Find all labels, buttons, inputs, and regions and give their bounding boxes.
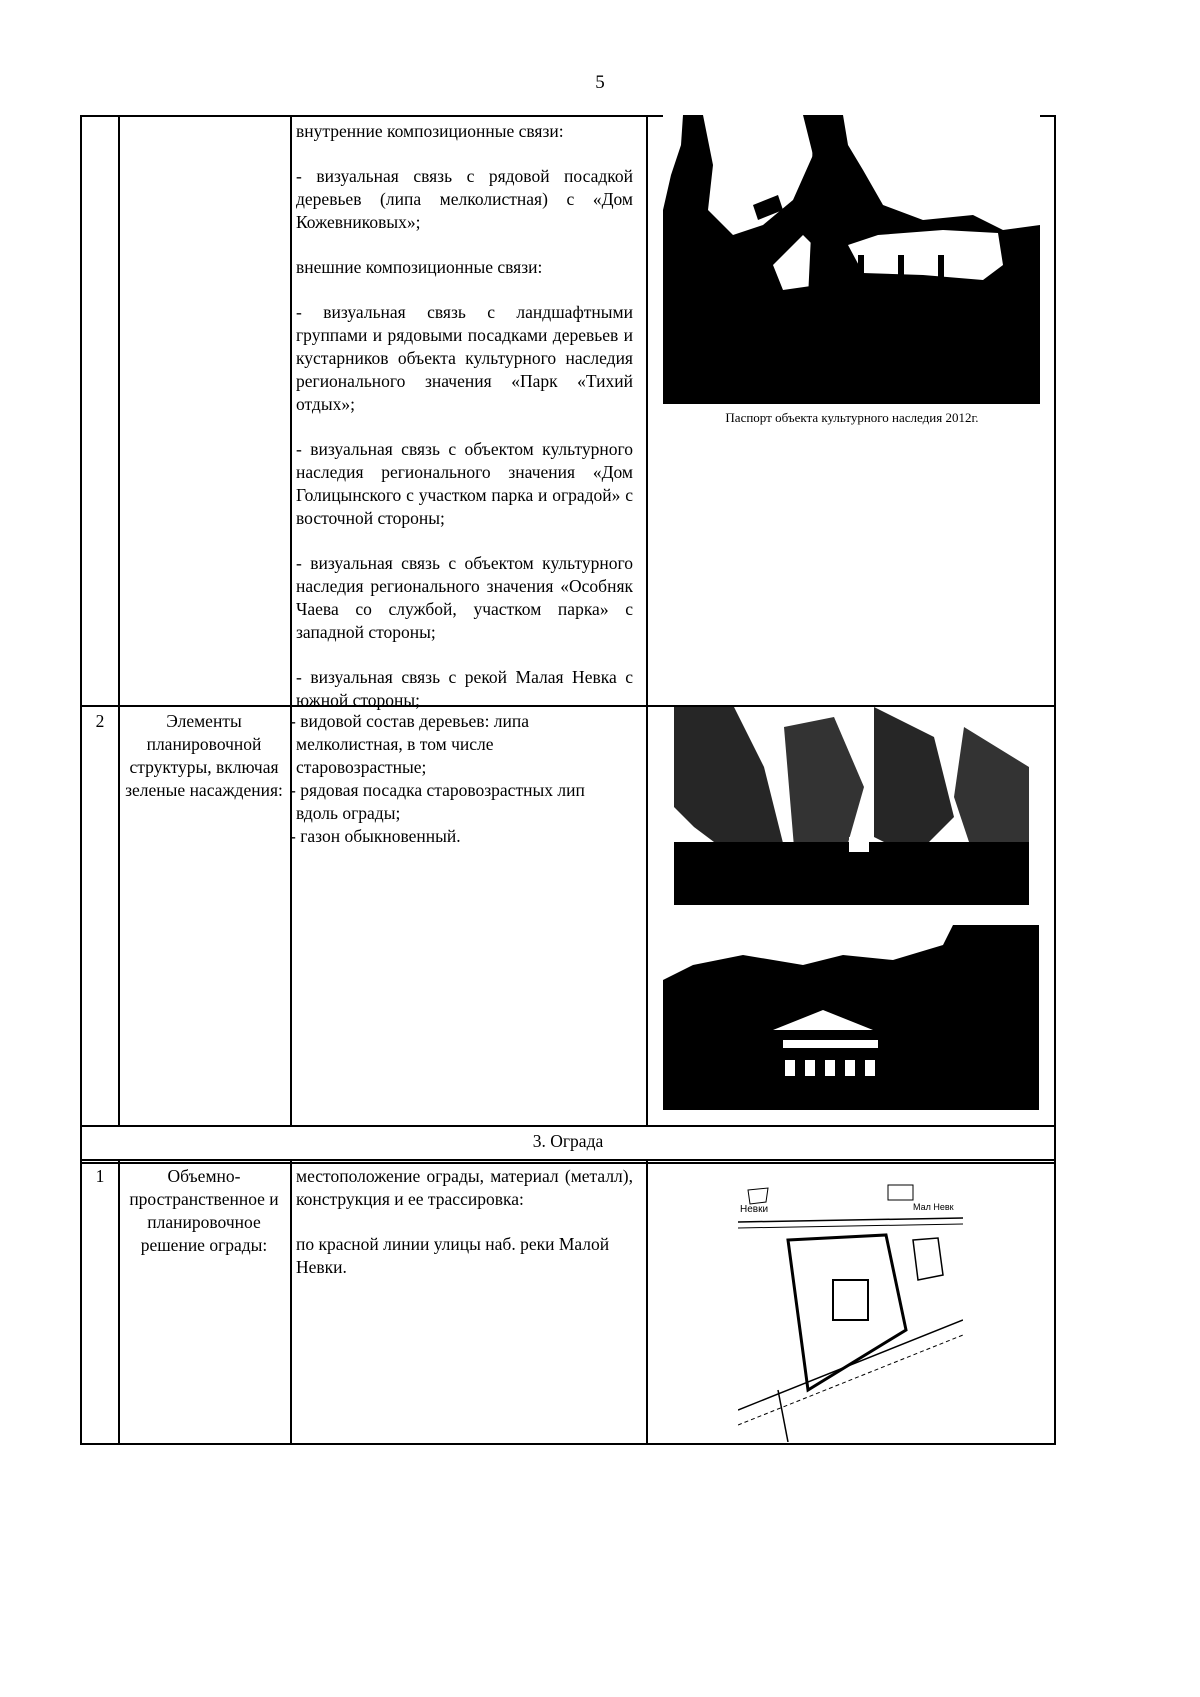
paragraph: - визуальная связь с объектом культурного наследия регионального значения «Дом Голицынского с участком парка и оградой» с восточной стороны; bbox=[296, 439, 633, 528]
trees-photo bbox=[674, 707, 1029, 905]
map-street-label: Невки bbox=[740, 1204, 769, 1215]
table-bottom-border bbox=[80, 1443, 1056, 1445]
paragraph: - визуальная связь с объектом культурного наследия регионального значения «Особняк Чаева со службой, участком парка» с западной стороны; bbox=[296, 553, 633, 642]
composition-links-text bbox=[296, 120, 633, 712]
page-number: 5 bbox=[595, 72, 605, 93]
list-item: - рядовая посадка старовозрастных лип вдоль ограды; bbox=[290, 780, 585, 823]
column-border bbox=[646, 1160, 648, 1445]
column-border bbox=[1054, 115, 1056, 1445]
column-border bbox=[290, 1160, 292, 1445]
paragraph: внутренние композиционные связи: bbox=[296, 121, 564, 141]
column-border bbox=[80, 115, 82, 1445]
paragraph: - визуальная связь с рядовой посадкой деревьев (липа мелколистная) с «Дом Кожевниковых»; bbox=[296, 166, 633, 232]
paragraph: по красной линии улицы наб. реки Малой Невки. bbox=[296, 1234, 610, 1277]
section-title: 3. Ограда bbox=[532, 1131, 604, 1151]
passport-photo bbox=[663, 115, 1040, 404]
paragraph: - визуальная связь с рекой Малая Невка с южной стороны; bbox=[296, 667, 633, 710]
column-border bbox=[646, 115, 648, 1127]
paragraph: местоположение ограды, материал (металл), конструкция и ее трассировка: bbox=[296, 1166, 633, 1209]
green-spaces-list bbox=[290, 710, 596, 848]
fence-description bbox=[296, 1165, 633, 1279]
row-divider bbox=[80, 1162, 1056, 1164]
row-number: 1 bbox=[95, 1166, 105, 1186]
row-number: 2 bbox=[95, 711, 105, 731]
row-divider bbox=[80, 1159, 1056, 1161]
element-name: Элементы планировочной структуры, включая зеленые насаждения: bbox=[125, 711, 283, 800]
column-border bbox=[118, 115, 120, 1127]
list-item: - видовой состав деревьев: липа мелколистная, в том числе старовозрастные; bbox=[290, 711, 530, 777]
paragraph: - визуальная связь с ландшафтными группами и рядовыми посадками деревьев и кустарников объекта культурного наследия регионального значения «Парк «Тихий отдых»; bbox=[296, 302, 633, 414]
column-border bbox=[290, 115, 292, 1127]
map-street-label: Мал Невк bbox=[913, 1202, 954, 1212]
photo-caption: Паспорт объекта культурного наследия 2012г. bbox=[725, 410, 979, 425]
row-divider bbox=[80, 1125, 1056, 1127]
mansion-photo bbox=[663, 925, 1039, 1121]
element-name: Объемно-пространственное и планировочное решение ограды: bbox=[129, 1166, 279, 1255]
paragraph: внешние композиционные связи: bbox=[296, 257, 543, 277]
list-item: - газон обыкновенный. bbox=[290, 826, 461, 846]
site-plan-map bbox=[738, 1180, 963, 1442]
